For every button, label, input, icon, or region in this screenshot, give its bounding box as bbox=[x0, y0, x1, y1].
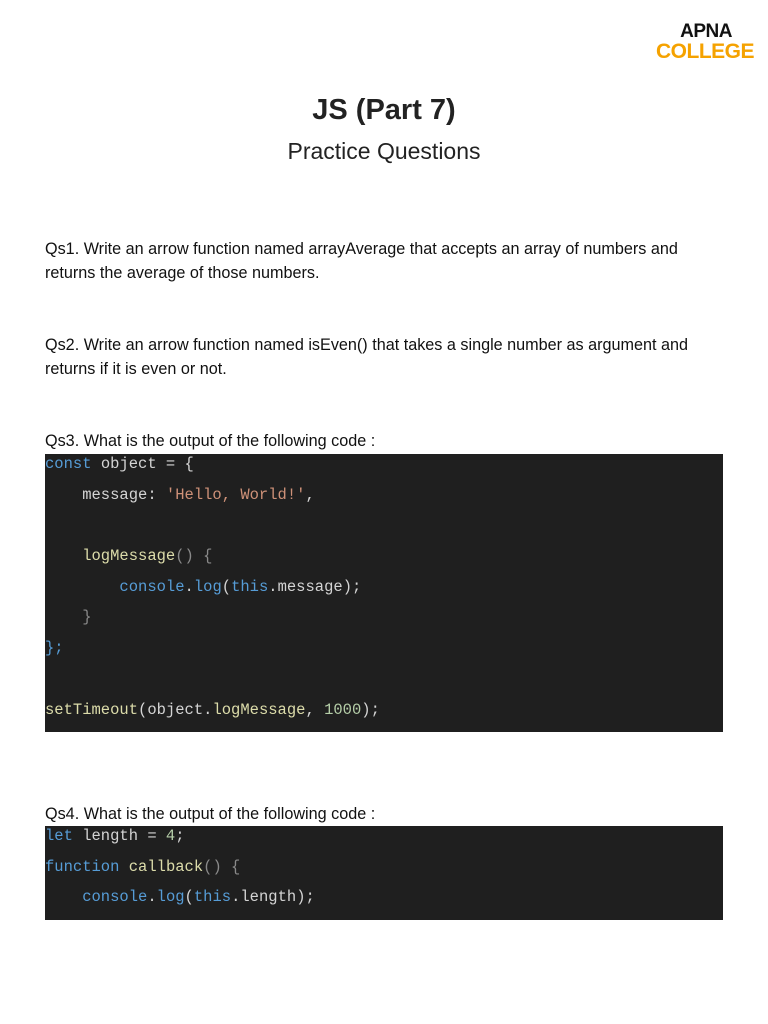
question-label: Qs1 bbox=[45, 240, 75, 258]
code-line: }; bbox=[45, 639, 64, 658]
question-text: . Write an arrow function named arrayAverage that accepts an array of numbers and returns the average of those numbers. bbox=[45, 240, 678, 282]
code-line: const object = { bbox=[45, 455, 194, 473]
code-line: setTimeout(object.logMessage, 1000); bbox=[45, 700, 380, 719]
page-subtitle: Practice Questions bbox=[287, 138, 481, 164]
question-label: Qs2 bbox=[45, 336, 75, 354]
code-line-blank bbox=[45, 669, 723, 700]
code-line: } bbox=[45, 608, 92, 627]
question-4 bbox=[45, 802, 725, 826]
question-text: . What is the output of the following code : bbox=[74, 805, 376, 823]
code-line: console.log(this.message); bbox=[45, 577, 362, 596]
code-line: console.log(this.length); bbox=[45, 888, 315, 907]
question-2 bbox=[45, 333, 725, 381]
code-line: let length = 4; bbox=[45, 827, 185, 845]
code-line: message: 'Hello, World!', bbox=[45, 485, 315, 504]
logo-line-college: COLLEGE bbox=[656, 40, 755, 63]
apna-college-logo bbox=[656, 21, 755, 63]
question-label: Qs4 bbox=[45, 805, 75, 823]
question-text: . Write an arrow function named isEven() that takes a single number as argument and returns if it is even or not. bbox=[45, 336, 689, 378]
question-text: . What is the output of the following code : bbox=[74, 432, 376, 450]
code-block-q4 bbox=[45, 826, 723, 920]
code-line: logMessage() { bbox=[45, 547, 213, 566]
question-1 bbox=[45, 237, 725, 285]
code-line-blank bbox=[45, 515, 723, 546]
question-label: Qs3 bbox=[45, 432, 75, 450]
code-block-q3 bbox=[45, 454, 723, 732]
code-line: function callback() { bbox=[45, 857, 241, 876]
page-title: JS (Part 7) bbox=[312, 94, 456, 126]
logo-line-apna: APNA bbox=[680, 21, 732, 42]
question-3 bbox=[45, 429, 725, 453]
